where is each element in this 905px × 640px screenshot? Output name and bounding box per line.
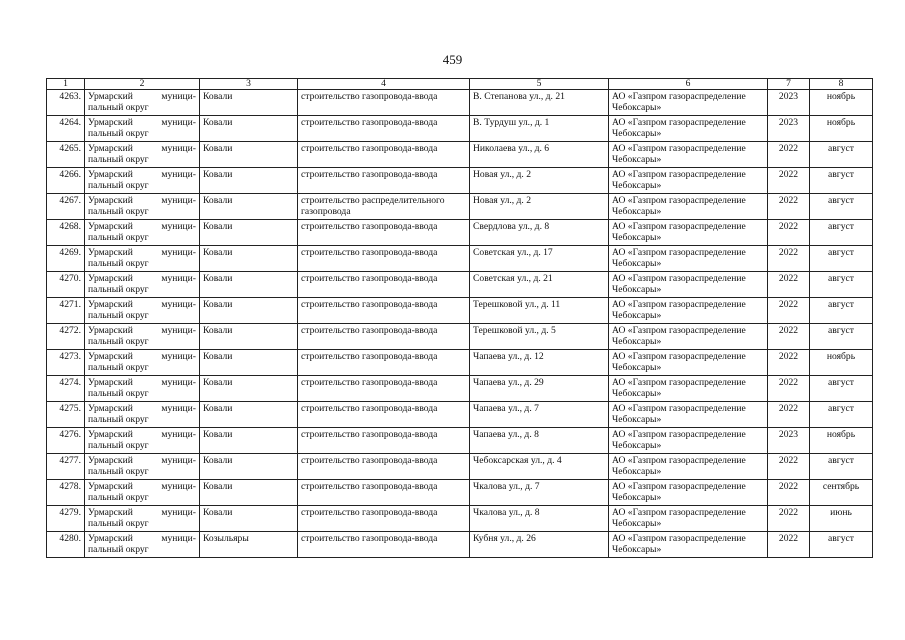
work-type-cell: строительство газопровода-ввода [298,142,470,168]
address-cell: Новая ул., д. 2 [470,168,609,194]
row-number: 4275. [47,402,85,428]
district-cell [85,480,200,506]
organization-cell: АО «Газпром газораспределение Чебоксары» [609,506,768,532]
district-cell [85,116,200,142]
district-word-hyphen: муници- [161,351,196,362]
district-word-tail: пальный округ [88,518,149,529]
row-number: 4270. [47,272,85,298]
table-row [47,376,873,402]
row-number: 4271. [47,298,85,324]
organization-cell: АО «Газпром газораспределение Чебоксары» [609,90,768,116]
settlement-cell: Козыльяры [200,532,298,558]
address-cell: Николаева ул., д. 6 [470,142,609,168]
year-cell: 2022 [768,142,810,168]
row-number: 4264. [47,116,85,142]
year-cell: 2022 [768,402,810,428]
district-word: Урмарский [88,195,133,206]
settlement-cell: Ковали [200,454,298,480]
settlement-cell: Ковали [200,324,298,350]
column-header-2: 2 [85,79,200,90]
district-word-tail: пальный округ [88,466,149,477]
table-row [47,324,873,350]
work-type-cell: строительство газопровода-ввода [298,272,470,298]
month-cell: август [810,142,873,168]
month-cell: ноябрь [810,90,873,116]
settlement-cell: Ковали [200,246,298,272]
work-type-cell: строительство газопровода-ввода [298,90,470,116]
district-word: Урмарский [88,429,133,440]
year-cell: 2022 [768,532,810,558]
row-number: 4278. [47,480,85,506]
month-cell: август [810,194,873,220]
settlement-cell: Ковали [200,506,298,532]
organization-cell: АО «Газпром газораспределение Чебоксары» [609,480,768,506]
year-cell: 2023 [768,428,810,454]
organization-cell: АО «Газпром газораспределение Чебоксары» [609,272,768,298]
district-word-tail: пальный округ [88,310,149,321]
month-cell: сентябрь [810,480,873,506]
district-cell [85,168,200,194]
table-row [47,402,873,428]
year-cell: 2022 [768,324,810,350]
district-word-hyphen: муници- [161,169,196,180]
row-number: 4280. [47,532,85,558]
district-word-tail: пальный округ [88,232,149,243]
month-cell: ноябрь [810,350,873,376]
work-type-cell: строительство газопровода-ввода [298,116,470,142]
district-word-tail: пальный округ [88,206,149,217]
district-word: Урмарский [88,351,133,362]
district-word-hyphen: муници- [161,507,196,518]
row-number: 4274. [47,376,85,402]
address-cell: Свердлова ул., д. 8 [470,220,609,246]
organization-cell: АО «Газпром газораспределение Чебоксары» [609,220,768,246]
district-word: Урмарский [88,117,133,128]
work-type-cell: строительство газопровода-ввода [298,376,470,402]
month-cell: ноябрь [810,116,873,142]
district-word-hyphen: муници- [161,429,196,440]
year-cell: 2022 [768,168,810,194]
organization-cell: АО «Газпром газораспределение Чебоксары» [609,246,768,272]
month-cell: август [810,324,873,350]
column-header-3: 3 [200,79,298,90]
work-type-cell: строительство газопровода-ввода [298,402,470,428]
district-word: Урмарский [88,481,133,492]
district-cell [85,402,200,428]
work-type-cell: строительство газопровода-ввода [298,454,470,480]
work-type-cell: строительство газопровода-ввода [298,428,470,454]
district-word-hyphen: муници- [161,273,196,284]
organization-cell: АО «Газпром газораспределение Чебоксары» [609,168,768,194]
table-row [47,532,873,558]
district-cell [85,350,200,376]
district-cell [85,428,200,454]
column-number-row [47,79,873,90]
column-header-1: 1 [47,79,85,90]
table-row [47,506,873,532]
settlement-cell: Ковали [200,272,298,298]
district-word-tail: пальный округ [88,102,149,113]
address-cell: Чапаева ул., д. 7 [470,402,609,428]
year-cell: 2022 [768,350,810,376]
district-word: Урмарский [88,455,133,466]
work-type-cell: строительство газопровода-ввода [298,324,470,350]
month-cell: август [810,220,873,246]
address-cell: Кубня ул., д. 26 [470,532,609,558]
settlement-cell: Ковали [200,168,298,194]
month-cell: август [810,402,873,428]
month-cell: июнь [810,506,873,532]
district-word-tail: пальный округ [88,154,149,165]
year-cell: 2022 [768,272,810,298]
month-cell: август [810,298,873,324]
work-type-cell: строительство газопровода-ввода [298,506,470,532]
settlement-cell: Ковали [200,428,298,454]
district-word-hyphen: муници- [161,247,196,258]
settlement-cell: Ковали [200,376,298,402]
address-cell: Советская ул., д. 21 [470,272,609,298]
district-word: Урмарский [88,533,133,544]
district-word-hyphen: муници- [161,403,196,414]
row-number: 4265. [47,142,85,168]
work-type-cell: строительство газопровода-ввода [298,350,470,376]
year-cell: 2022 [768,480,810,506]
month-cell: август [810,272,873,298]
table-row [47,168,873,194]
organization-cell: АО «Газпром газораспределение Чебоксары» [609,194,768,220]
district-word: Урмарский [88,91,133,102]
settlement-cell: Ковали [200,90,298,116]
address-cell: Чкалова ул., д. 7 [470,480,609,506]
table-row [47,350,873,376]
district-word: Урмарский [88,507,133,518]
district-cell [85,506,200,532]
district-word-tail: пальный округ [88,336,149,347]
district-word: Урмарский [88,273,133,284]
district-cell [85,376,200,402]
work-type-cell: строительство газопровода-ввода [298,220,470,246]
work-type-cell: строительство газопровода-ввода [298,298,470,324]
district-word-hyphen: муници- [161,455,196,466]
district-cell [85,324,200,350]
district-word-tail: пальный округ [88,544,149,555]
settlement-cell: Ковали [200,402,298,428]
year-cell: 2022 [768,454,810,480]
district-word-hyphen: муници- [161,299,196,310]
district-word-tail: пальный округ [88,180,149,191]
month-cell: август [810,168,873,194]
settlement-cell: Ковали [200,350,298,376]
column-header-4: 4 [298,79,470,90]
district-cell [85,246,200,272]
table-row [47,454,873,480]
table-row [47,116,873,142]
district-word: Урмарский [88,169,133,180]
settlement-cell: Ковали [200,194,298,220]
organization-cell: АО «Газпром газораспределение Чебоксары» [609,428,768,454]
row-number: 4267. [47,194,85,220]
address-cell: В. Степанова ул., д. 21 [470,90,609,116]
district-word: Урмарский [88,377,133,388]
district-word: Урмарский [88,221,133,232]
row-number: 4279. [47,506,85,532]
month-cell: август [810,532,873,558]
gasification-register-table [46,78,873,558]
table-row [47,428,873,454]
work-type-cell: строительство газопровода-ввода [298,480,470,506]
month-cell: август [810,246,873,272]
work-type-cell: строительство газопровода-ввода [298,168,470,194]
district-cell [85,220,200,246]
column-header-7: 7 [768,79,810,90]
district-cell [85,532,200,558]
district-word: Урмарский [88,325,133,336]
settlement-cell: Ковали [200,220,298,246]
row-number: 4273. [47,350,85,376]
row-number: 4277. [47,454,85,480]
district-word-hyphen: муници- [161,117,196,128]
table-row [47,246,873,272]
table-row [47,480,873,506]
district-word: Урмарский [88,299,133,310]
row-number: 4276. [47,428,85,454]
district-word-hyphen: муници- [161,195,196,206]
district-word-tail: пальный округ [88,440,149,451]
organization-cell: АО «Газпром газораспределение Чебоксары» [609,116,768,142]
address-cell: Новая ул., д. 2 [470,194,609,220]
district-word: Урмарский [88,403,133,414]
table-row [47,142,873,168]
table-row [47,298,873,324]
organization-cell: АО «Газпром газораспределение Чебоксары» [609,454,768,480]
district-word-tail: пальный округ [88,414,149,425]
organization-cell: АО «Газпром газораспределение Чебоксары» [609,376,768,402]
column-header-8: 8 [810,79,873,90]
year-cell: 2023 [768,116,810,142]
work-type-cell: строительство газопровода-ввода [298,532,470,558]
district-word-tail: пальный округ [88,492,149,503]
address-cell: Чкалова ул., д. 8 [470,506,609,532]
district-cell [85,298,200,324]
address-cell: Терешковой ул., д. 11 [470,298,609,324]
row-number: 4272. [47,324,85,350]
month-cell: август [810,376,873,402]
settlement-cell: Ковали [200,298,298,324]
year-cell: 2022 [768,506,810,532]
row-number: 4263. [47,90,85,116]
year-cell: 2022 [768,194,810,220]
district-word-hyphen: муници- [161,533,196,544]
address-cell: Терешковой ул., д. 5 [470,324,609,350]
district-word-tail: пальный округ [88,362,149,373]
work-type-cell: строительство газопровода-ввода [298,246,470,272]
address-cell: В. Турдуш ул., д. 1 [470,116,609,142]
district-word-hyphen: муници- [161,325,196,336]
address-cell: Чапаева ул., д. 12 [470,350,609,376]
district-word-hyphen: муници- [161,221,196,232]
row-number: 4266. [47,168,85,194]
organization-cell: АО «Газпром газораспределение Чебоксары» [609,324,768,350]
district-word-hyphen: муници- [161,481,196,492]
organization-cell: АО «Газпром газораспределение Чебоксары» [609,350,768,376]
row-number: 4268. [47,220,85,246]
district-cell [85,454,200,480]
settlement-cell: Ковали [200,142,298,168]
column-header-5: 5 [470,79,609,90]
district-word-hyphen: муници- [161,377,196,388]
district-word-hyphen: муници- [161,143,196,154]
row-number: 4269. [47,246,85,272]
address-cell: Советская ул., д. 17 [470,246,609,272]
table-row [47,90,873,116]
organization-cell: АО «Газпром газораспределение Чебоксары» [609,298,768,324]
year-cell: 2023 [768,90,810,116]
organization-cell: АО «Газпром газораспределение Чебоксары» [609,402,768,428]
address-cell: Чапаева ул., д. 8 [470,428,609,454]
district-word: Урмарский [88,143,133,154]
settlement-cell: Ковали [200,480,298,506]
district-cell [85,90,200,116]
month-cell: ноябрь [810,428,873,454]
year-cell: 2022 [768,220,810,246]
page-number: 459 [442,52,463,67]
organization-cell: АО «Газпром газораспределение Чебоксары» [609,532,768,558]
district-word-tail: пальный округ [88,258,149,269]
table-row [47,194,873,220]
column-header-6: 6 [609,79,768,90]
address-cell: Чапаева ул., д. 29 [470,376,609,402]
year-cell: 2022 [768,298,810,324]
month-cell: август [810,454,873,480]
settlement-cell: Ковали [200,116,298,142]
address-cell: Чебоксарская ул., д. 4 [470,454,609,480]
district-word-tail: пальный округ [88,284,149,295]
organization-cell: АО «Газпром газораспределение Чебоксары» [609,142,768,168]
district-word-tail: пальный округ [88,388,149,399]
table-row [47,220,873,246]
district-word-hyphen: муници- [161,91,196,102]
year-cell: 2022 [768,246,810,272]
district-cell [85,194,200,220]
table-row [47,272,873,298]
year-cell: 2022 [768,376,810,402]
district-word: Урмарский [88,247,133,258]
district-word-tail: пальный округ [88,128,149,139]
district-cell [85,272,200,298]
district-cell [85,142,200,168]
work-type-cell: строительство распределительного газопровода [298,194,470,220]
